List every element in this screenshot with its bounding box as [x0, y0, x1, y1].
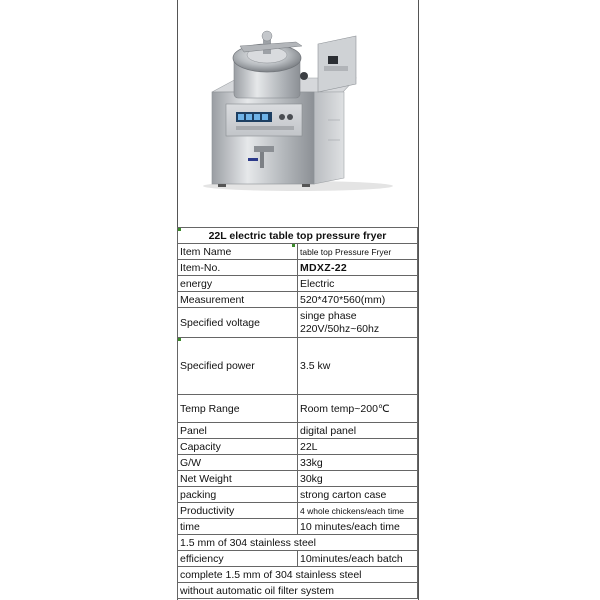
spec-label: Item Name	[178, 244, 298, 260]
spec-label: efficiency	[178, 551, 298, 567]
spec-row-item-no	[178, 260, 418, 276]
spec-label: Net Weight	[178, 471, 298, 487]
spec-value: 520*470*560(mm)	[298, 292, 418, 308]
spec-row-oil-filter	[178, 583, 418, 599]
spec-label: Measurement	[178, 292, 298, 308]
spec-value: strong carton case	[298, 487, 418, 503]
spec-label: Productivity	[178, 503, 298, 519]
spec-row-specified-power	[178, 338, 418, 395]
spec-value: 33kg	[298, 455, 418, 471]
spec-row-gw	[178, 455, 418, 471]
spec-value-line: 220V/50hz~60hz	[300, 322, 380, 335]
spec-label: energy	[178, 276, 298, 292]
spec-label: Panel	[178, 423, 298, 439]
spec-value: Room temp~200℃	[298, 395, 418, 423]
spec-label: time	[178, 519, 298, 535]
spec-label: G/W	[178, 455, 298, 471]
cell-marker	[178, 228, 181, 231]
spec-value: 22L	[298, 439, 418, 455]
spec-row-temp-range	[178, 395, 418, 423]
spec-row-measurement	[178, 292, 418, 308]
spec-row-productivity	[178, 503, 418, 519]
spec-value: 3.5 kw	[298, 338, 418, 395]
spec-value: 10minutes/each batch	[298, 551, 418, 567]
spec-value: 30kg	[298, 471, 418, 487]
spec-row-packing	[178, 487, 418, 503]
spec-full-row: complete 1.5 mm of 304 stainless steel	[178, 567, 418, 583]
spec-row-specified-voltage	[178, 308, 418, 338]
spec-label: packing	[178, 487, 298, 503]
spec-value: digital panel	[298, 423, 418, 439]
spec-label: Item-No.	[178, 260, 298, 276]
spec-label: Specified voltage	[178, 308, 298, 338]
spec-table	[177, 227, 418, 599]
product-photo	[178, 0, 418, 227]
spec-row-efficiency	[178, 551, 418, 567]
spec-value-line: singe phase	[300, 309, 357, 322]
cell-marker	[292, 244, 295, 247]
spec-row-item-name	[178, 244, 418, 260]
spec-row-energy	[178, 276, 418, 292]
spec-value: 4 whole chickens/each time	[298, 503, 418, 519]
spec-row-net-weight	[178, 471, 418, 487]
product-title: 22L electric table top pressure fryer	[178, 228, 418, 244]
spec-value	[298, 308, 418, 338]
spec-row-time	[178, 519, 418, 535]
cell-marker	[178, 338, 181, 341]
spec-row-complete-steel	[178, 567, 418, 583]
spec-value: 10 minutes/each time	[298, 519, 418, 535]
spec-row-steel	[178, 535, 418, 551]
spec-full-row: without automatic oil filter system	[178, 583, 418, 599]
pressure-fryer-image	[178, 0, 418, 227]
spec-label: Capacity	[178, 439, 298, 455]
spec-label: Specified power	[178, 338, 298, 395]
spec-value: Electric	[298, 276, 418, 292]
page-right-border	[418, 0, 419, 600]
table-title-row	[178, 228, 418, 244]
spec-label: Temp Range	[178, 395, 298, 423]
spec-row-capacity	[178, 439, 418, 455]
spec-full-row: 1.5 mm of 304 stainless steel	[178, 535, 418, 551]
spec-row-panel	[178, 423, 418, 439]
spec-value: table top Pressure Fryer	[298, 244, 418, 260]
spec-value: MDXZ-22	[298, 260, 418, 276]
